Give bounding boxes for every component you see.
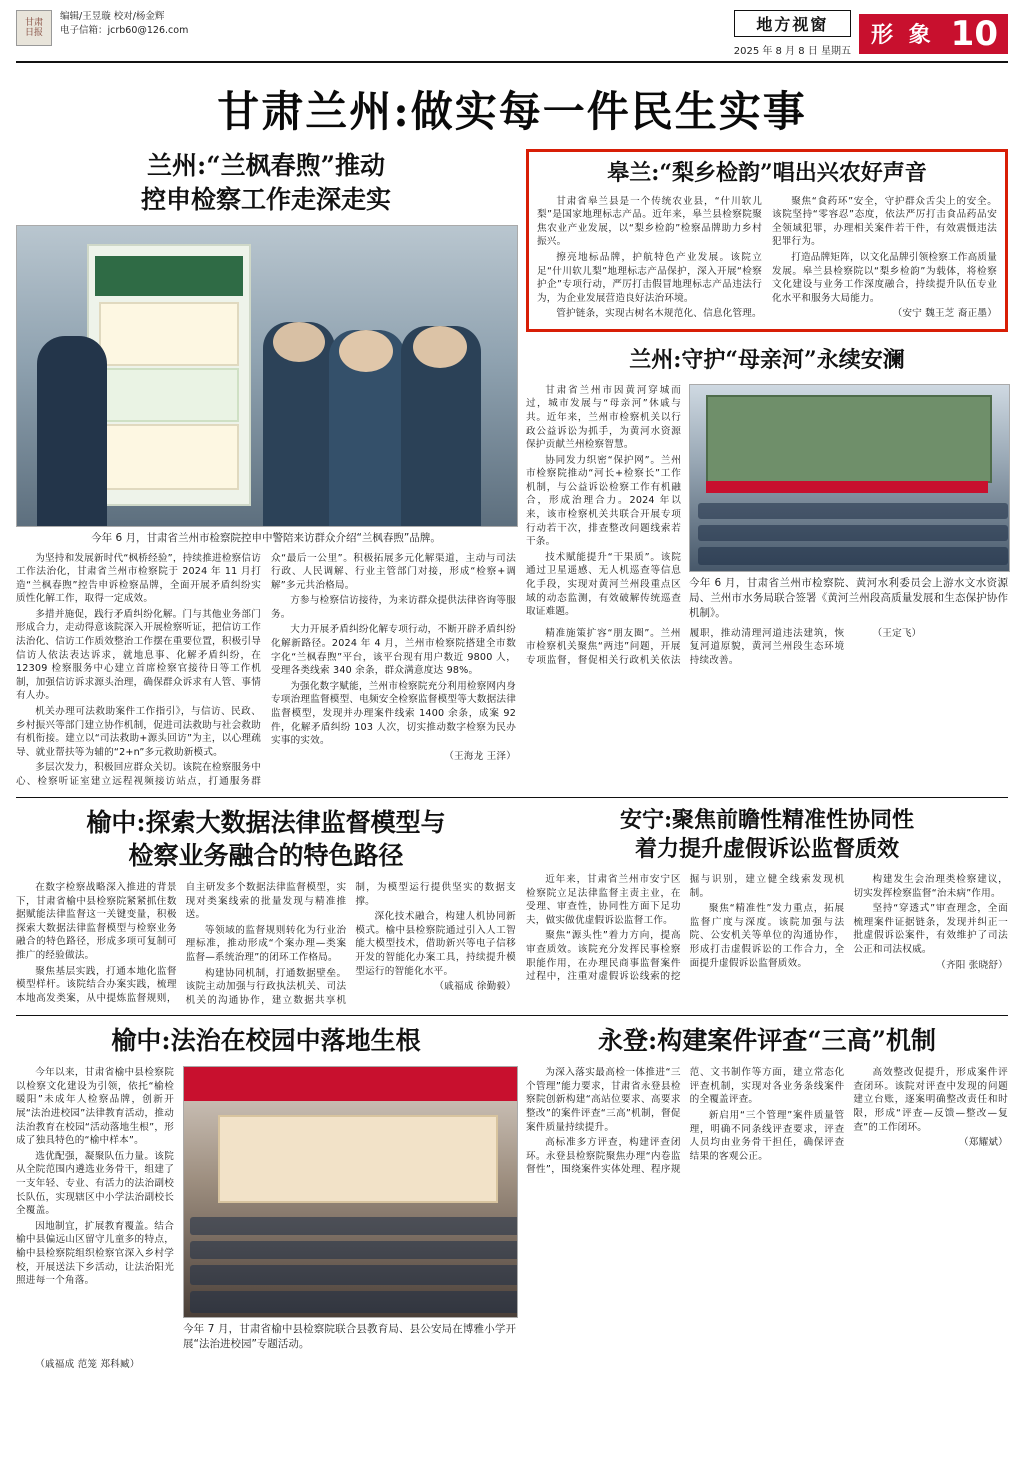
para: 等领域的监督规则转化为行业治理标准，推动形成“个案办理—类案监督—系统治理”的闭环工作格局。 (185, 924, 347, 964)
bottom-section (16, 1024, 1008, 1371)
anning-title-line2: 着力提升虚假诉讼监督质效 (634, 836, 899, 863)
mother-river-body-rest (526, 627, 1008, 668)
para: 大力开展矛盾纠纷化解专项行动，不断开辟矛盾纠纷化解新路径。2024 年 4 月，兰州市检察院搭建全市数字化“兰枫春煦”平台，该平台现有用户数近 9800 人，受理各类线索 340 余条，群众满意度达 98%。 (271, 624, 516, 677)
masthead (16, 10, 1008, 63)
byline: （戚福成 徐勤毅） (434, 981, 516, 993)
article-yuzhong-bigdata (16, 806, 516, 1008)
masthead-left (16, 10, 188, 46)
gaolan-title: 皋兰:“梨乡检韵”唱出兴农好声音 (607, 160, 927, 186)
yuzhong-bigdata-title-line2: 检察业务融合的特色路径 (128, 841, 404, 871)
masthead-credits (60, 10, 188, 38)
middle-section (16, 806, 1008, 1008)
newspaper-logo-icon: 甘肃 日报 (16, 10, 52, 46)
lanfeng-body (16, 552, 516, 789)
yuzhong-bigdata-body (16, 881, 516, 1007)
para: 甘肃省兰州市因黄河穿城而过，城市发展与“母亲河”休戚与共。近年来，兰州市检察机关以行政公益诉讼为抓手，为黄河水资源保护贡献兰州检察智慧。 (526, 384, 681, 451)
para: 精准施策扩容“朋友圈”。兰州市检察机关聚焦“两违”问题，开展专项监督，督促相关行政机关依法履职，推动清理河道违法建筑，恢复河道原貌，黄河兰州段生态环境持续改善。 (526, 627, 845, 666)
lanfeng-photo-caption: 今年 6 月，甘肃省兰州市检察院控申中警陪来访群众介绍“兰枫春煦”品牌。 (91, 531, 441, 544)
masthead-right (734, 10, 1008, 57)
para: 构建协同机制，打通数据壁垒。该院主动加强与行政执法机关、司法机关的沟通协作，建立数据共享机制，为模型运行提供坚实的数据支撑。 (185, 882, 516, 1006)
para: 聚焦基层实践，打通本地化监督模型样杆。该院结合办案实践，梳理本地高发类案，从中提炼监督规则，自主研发多个数据法律监督模型，实现对类案线索的批量发现与精准推送。 (16, 882, 347, 1004)
mother-river-title: 兰州:守护“母亲河”永续安澜 (629, 347, 905, 374)
para: （戚福成 范笼 郑科臧） (35, 1359, 140, 1371)
byline: （王海龙 王泽） (444, 750, 516, 762)
para: 坚持“穿透式”审查理念，全面梳理案件证据链条，发现并纠正一批虚假诉讼案件，有效维护了司法公正和司法权威。 (853, 903, 1008, 955)
section-label: 地方视窗 (734, 10, 851, 37)
yuzhong-school-title: 榆中:法治在校园中落地生根 (111, 1026, 421, 1056)
top-section (16, 149, 1008, 789)
para: 聚焦“食药环”安全，守护群众舌尖上的安全。该院坚持“零容忍”态度，依法严厉打击食品药品安全领域犯罪，办理相关案件若干件，有效震慑违法犯罪行为。 (772, 195, 997, 248)
para: 高效整改促提升，形成案件评查闭环。该院对评查中发现的问题建立台账，逐案明确整改责任和时限，形成“评查—反馈—整改—复查”的工作闭环。 (853, 1067, 1008, 1133)
yuzhong-school-photo-caption: 今年 7 月，甘肃省榆中县检察院联合县教育局、县公安局在博雅小学开展“法治进校园”专题活动。 (183, 1323, 516, 1351)
para: 高标准多方评查，构建评查闭环。永登县检察院聚焦办理“内卷监督性”，围绕案件实体处理、程序规范、文书制作等方面，建立常态化评查机制，实现对各业务条线案件的全覆盖评查。 (526, 1067, 845, 1176)
byline: （齐阳 张晓舒） (936, 959, 1008, 971)
mother-river-photo (689, 384, 1010, 572)
issue-date: 2025 年 8 月 8 日 星期五 (733, 46, 851, 57)
right-top-column (526, 149, 1008, 789)
anning-title-line1: 安宁:聚焦前瞻性精准性协同性 (619, 806, 915, 833)
para: 今年以来，甘肃省榆中县检察院以检察文化建设为引领，依托“榆检暖阳”未成年人检察品牌，创新开展“法治进校园”法律教育活动，推动法治教育在校园“活动落地生根”，形成了独具特色的“榆中样本”。 (16, 1067, 174, 1147)
para: 管护链条，实现古树名木规范化、信息化管理。 (556, 308, 762, 320)
anning-body (526, 873, 1008, 984)
para: 近年来，甘肃省兰州市安宁区检察院立足法律监督主责主业，在受理、审查性，协同性方面下足功夫，做实做优虚假诉讼监督工作。 (526, 873, 681, 926)
byline: （安宁 魏王芝 裔正墨） (892, 308, 997, 320)
para: 多层次发力，积极回应群众关切。该院在检察服务中心、检察听证室建立远程视频接访站点，打通服务群众“最后一公里”。积极拓展多元化解渠道，主动与司法行政、人民调解、行业主管部门对接，形成“检察+调解”多元共治格局。 (16, 552, 516, 787)
article-yuzhong-school (16, 1024, 516, 1371)
article-anning (526, 806, 1008, 1008)
mother-river-body-left (526, 384, 681, 619)
para: 甘肃省皋兰县是一个传统农业县，“什川软儿梨”是国家地理标志产品。近年来，皋兰县检察院聚焦农业产业发展，以“梨乡检韵”检察品牌助力乡村振兴。 (537, 195, 762, 248)
yongdeng-title: 永登:构建案件评查“三高”机制 (598, 1026, 936, 1056)
page-title: 甘肃兰州:做实每一件民生实事 (217, 87, 807, 136)
gaolan-body (537, 195, 997, 323)
para: 选优配强，凝聚队伍力量。该院从全院范围内遴选业务骨干，组建了一支年轻、专业、有活力的法治副校长队伍，实现辖区中小学法治副校长全覆盖。 (16, 1150, 174, 1217)
para: 方参与检察信访接待，为来访群众提供法律咨询等服务。 (271, 595, 516, 620)
para: 擦亮地标品牌，护航特色产业发展。该院立足“什川软儿梨”地理标志产品保护，深入开展“检察护企”专项行动，严厉打击假冒地理标志产品违法行为，为企业发展营造良好法治环境。 (537, 252, 762, 304)
email-line: 电子信箱：jcrb60@126.com (60, 25, 189, 36)
article-lanfeng (16, 149, 516, 789)
para: 技术赋能提升“干果质”。该院通过卫星遥感、无人机巡查等信息化手段，实现对黄河兰州段重点区域的动态监测，有效破解传统巡查取证难题。 (526, 551, 681, 618)
byline: （郑耀斌） (959, 1137, 1008, 1149)
mother-river-photo-caption: 今年 6 月，甘肃省兰州市检察院、黄河水利委员会上游水文水资源局、兰州市水务局联合签署《黄河兰州段高质量发展和生态保护协作机制》。 (689, 576, 1008, 619)
para: 构建发生会治理类检察建议，切实发挥检察监督“治未病”作用。 (853, 873, 1008, 899)
yuzhong-school-body-left (16, 1066, 174, 1288)
para: 打造品牌矩阵，以文化品牌引领检察工作高质量发展。皋兰县检察院以“梨乡检韵”为载体，将检察文化建设与业务工作深度融合，持续提升队伍专业化水平和服务大局能力。 (772, 252, 997, 304)
para: 为坚持和发展新时代“枫桥经验”，持续推进检察信访工作法治化，甘肃省兰州市检察院于 2024 年 11 月打造“兰枫春煦”控告申诉检察品牌，全面开展矛盾纠纷实质性化解工作，取得一定成效。 (16, 552, 261, 605)
page-number: 10 (947, 14, 1008, 54)
yuzhong-school-body-rest (16, 1358, 516, 1372)
lanfeng-title-line1: 兰州:“兰枫春煦”推动 (147, 151, 385, 180)
article-gaolan-boxed (526, 149, 1008, 332)
para: 协同发力织密“保护网”。兰州市检察院推动“河长+检察长”工作机制，与公益诉讼检察工作有机融合，形成治理合力。2024 年以来，该市检察机关共联合开展专项行动若干次，排查整改问题线索若干条。 (526, 454, 681, 548)
article-yongdeng (526, 1024, 1008, 1371)
editor-line: 编辑/王昱璇 校对/杨金辉 (60, 11, 165, 22)
yongdeng-body (526, 1066, 1008, 1177)
para: 为深入落实最高检一体推进“三个管理”能力要求，甘肃省永登县检察院创新构建“高站位要求、高要求整改”的案件评查“三高”机制，督促案件质量持续提升。 (526, 1067, 681, 1133)
para: 因地制宜，扩展教育覆盖。结合榆中县偏远山区留守儿童多的特点，榆中县检察院组织检察官深入乡村学校，开展送法下乡活动，让法治阳光照进每一个角落。 (16, 1220, 174, 1287)
para: 多措并施促，践行矛盾纠纷化解。门与其他业务部门形成合力，走动得意该院深入开展检察听证，把信访工作法治化、信访工作质效整治工作摆在重要位置，积极引导信访人依法表达诉求，就地息事、化解矛盾纠纷，在 12309 检察服务中心建立首席检察官接待日等工作机制，加强信访诉求源头治理，确保群众诉求有人管、事情有人办。 (16, 608, 261, 702)
para: （王定飞） (872, 627, 922, 639)
para: 在数字检察战略深入推进的背景下，甘肃省榆中县检察院紧紧抓住数据赋能法律监督这一关键变量，积极探索大数据法律监督模型与检察业务融合的特色路径，形成多项可复制可推广的经验做法。 (16, 882, 177, 962)
para: 聚焦“源头性”着力方向，提高审查质效。该院充分发挥民事检察职能作用，在办理民商事监督案件过程中，注重对虚假诉讼线索的挖掘与识别，建立健全线索发现机制。 (526, 873, 845, 983)
section-badge: 形 象 (859, 14, 947, 54)
lanfeng-photo (16, 225, 518, 527)
para: 为强化数字赋能，兰州市检察院充分利用检察网内身专项治理监督模型、电频安全检察监督模型等大数据法律监督模型，发现并办理案件线索 1400 余条，成案 92 件，化解矛盾纠纷 103 人次，切实推动数字检察为民办实事的实效。 (271, 680, 516, 747)
para: 聚焦“精准性”发力重点，拓展监督广度与深度。该院加强与法院、公安机关等单位的沟通协作，形成打击虚假诉讼的工作合力，全面提升虚假诉讼监督质效。 (689, 903, 845, 969)
yuzhong-school-photo (183, 1066, 518, 1318)
para: 机关办理可法救助案件工作指引》，与信访、民政、乡村振兴等部门建立协作机制，促进司法救助与社会救助有机衔接。建立以“司法救助+源头回访”为主，以心理疏导、就业帮扶等为辅的“2+n”多元救助新模式。 (16, 706, 261, 758)
para: 新启用“三个管理”案件质量管理，明确不同条线评查要求，评查人员均由业务骨干担任，确保评查结果的客观公正。 (689, 1109, 845, 1162)
lanfeng-title-line2: 控申检察工作走深走实 (140, 184, 391, 214)
yuzhong-bigdata-title-line1: 榆中:探索大数据法律监督模型与 (86, 807, 446, 837)
para: 深化技术融合，构建人机协同新模式。榆中县检察院通过引入人工智能大模型技术，借助新兴等电子信移开发的智能化办案工具，持续提升模型运行的智能化水平。 (355, 911, 516, 977)
